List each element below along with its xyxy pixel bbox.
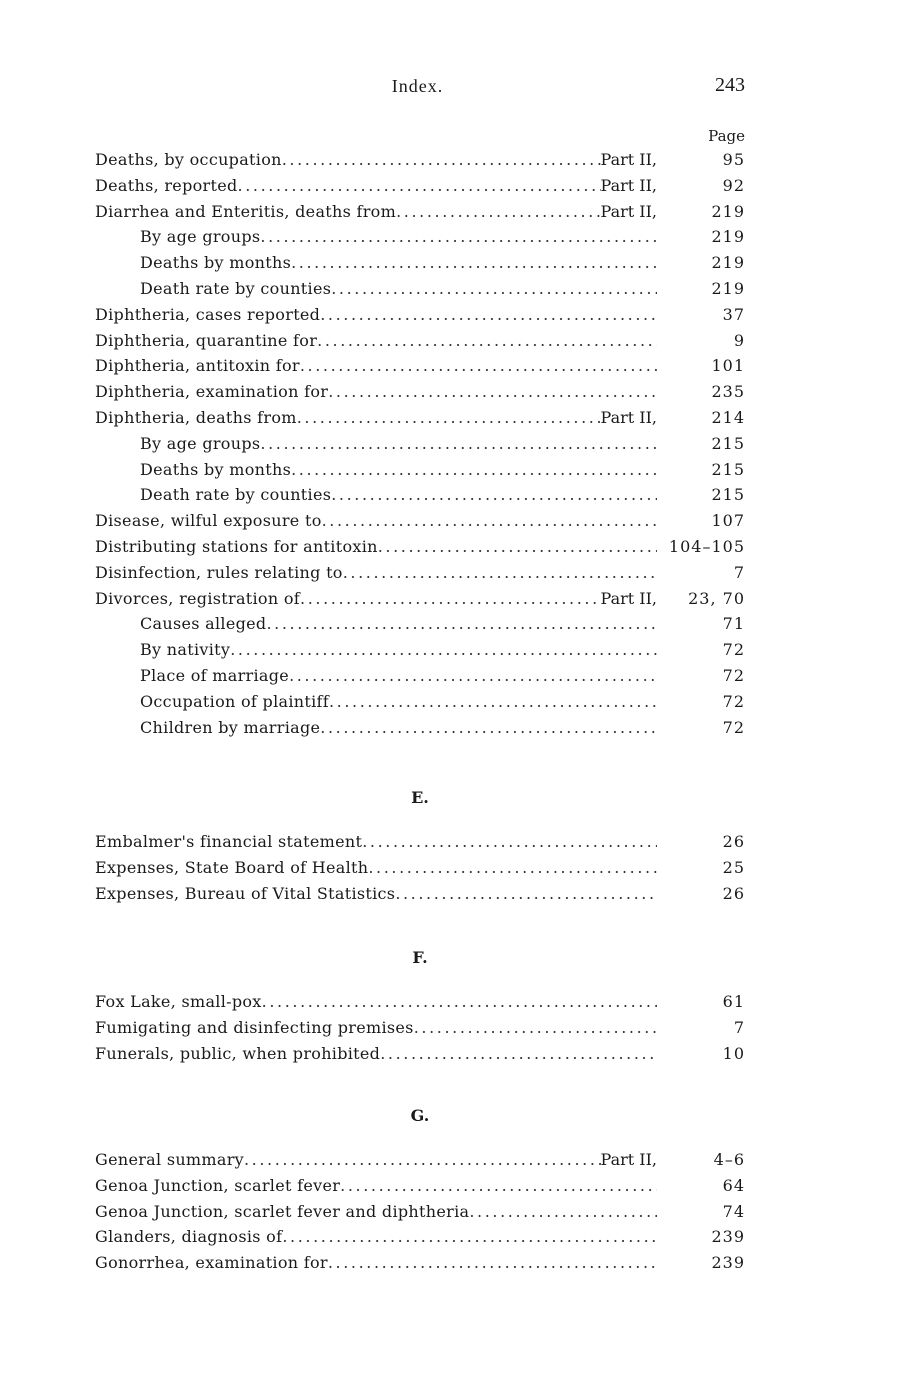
dot-leader: [262, 989, 657, 1015]
dot-leader: [320, 302, 657, 328]
entry-leader-line: [95, 328, 657, 354]
entry-page-number: 107: [711, 511, 745, 531]
index-entry: [0, 1173, 900, 1199]
entry-leader-line: [140, 663, 657, 689]
entry-leader-line: [140, 224, 657, 250]
index-entry: [0, 1224, 900, 1250]
index-entry-list: [0, 147, 900, 740]
entry-leader-line: [95, 353, 657, 379]
entry-leader-line: [95, 1041, 657, 1067]
entry-leader-line: [95, 302, 657, 328]
index-entry: [0, 147, 900, 173]
dot-leader: [300, 353, 657, 379]
entry-leader-line: [95, 829, 657, 855]
entry-page-number: 10: [722, 1043, 745, 1063]
entry-label: By nativity: [140, 640, 231, 660]
index-entry: [0, 405, 900, 431]
index-entry: [0, 829, 900, 855]
entry-label: Causes alleged: [140, 614, 267, 634]
entry-label: Divorces, registration of: [95, 588, 301, 608]
entry-page-number: 7: [733, 562, 745, 582]
entry-part-reference: Part II,: [600, 201, 657, 221]
entry-leader-line: [95, 989, 657, 1015]
dot-leader: [238, 173, 601, 199]
dot-leader: [291, 250, 657, 276]
entry-label: By age groups: [140, 433, 261, 453]
entry-page-number: 72: [722, 640, 745, 660]
index-entry: [0, 1147, 900, 1173]
entry-label: Embalmer's financial statement: [95, 832, 363, 851]
dot-leader: [331, 482, 657, 508]
index-entry: [0, 173, 900, 199]
section-letter: E.: [411, 788, 429, 807]
entry-leader-line: [95, 173, 657, 199]
entry-leader-line: [140, 276, 657, 302]
entry-label: General summary: [95, 1150, 244, 1169]
entry-leader-line: [95, 560, 657, 586]
entry-label: Place of marriage: [140, 665, 290, 685]
entry-page-number: 104–105: [668, 536, 745, 556]
dot-leader: [322, 508, 657, 534]
entry-page-number: 101: [711, 356, 745, 376]
index-subentry: [0, 482, 900, 508]
entry-label: Disinfection, rules relating to: [95, 562, 343, 582]
dot-leader: [300, 586, 601, 612]
index-entry: [0, 199, 900, 225]
dot-leader: [328, 379, 657, 405]
entry-page-number: 74: [722, 1201, 745, 1221]
entry-label: Fox Lake, small-pox: [95, 992, 262, 1011]
entry-leader-line: [140, 250, 657, 276]
entry-label: Diphtheria, deaths from: [95, 407, 297, 427]
entry-label: Disease, wilful exposure to: [95, 511, 322, 531]
entry-label: Occupation of plaintiff: [140, 691, 329, 711]
entry-leader-line: [95, 1224, 657, 1250]
entry-label: Deaths, reported: [95, 175, 238, 195]
index-entry: [0, 560, 900, 586]
entry-leader-line: [95, 199, 657, 225]
entry-part-reference: Part II,: [600, 175, 657, 195]
index-entry: [0, 379, 900, 405]
entry-label: Diarrhea and Enteritis, deaths from: [95, 201, 397, 221]
entry-leader-line: [95, 1015, 657, 1041]
entry-leader-line: [95, 379, 657, 405]
index-entry: [0, 353, 900, 379]
entry-page-number: 215: [711, 459, 745, 479]
entry-part-reference: Part II,: [600, 150, 657, 169]
index-entry: [0, 586, 900, 612]
index-entry: [0, 855, 900, 881]
entry-page-number: 219: [711, 201, 745, 221]
entry-label: Children by marriage: [140, 717, 321, 737]
dot-leader: [297, 405, 601, 431]
entry-leader-line: [140, 457, 657, 483]
dot-leader: [378, 534, 657, 560]
entry-leader-line: [95, 405, 657, 431]
entry-label: Distributing stations for antitoxin: [95, 536, 378, 556]
entry-page-number: 239: [711, 1227, 745, 1247]
entry-part-reference: Part II,: [600, 1150, 657, 1169]
entry-page-number: 64: [722, 1175, 745, 1195]
entry-label: Diphtheria, examination for: [95, 382, 329, 402]
index-subentry: [0, 431, 900, 457]
section-letter: G.: [410, 1106, 430, 1125]
index-subentry: [0, 637, 900, 663]
entry-leader-line: [95, 147, 657, 173]
index-subentry: [0, 715, 900, 741]
index-entry-list: [0, 829, 900, 906]
entry-page-number: 9: [733, 330, 745, 350]
entry-label: Deaths by months: [140, 253, 292, 273]
dot-leader: [362, 829, 657, 855]
dot-leader: [368, 855, 657, 881]
entry-page-number: 219: [711, 278, 745, 298]
entry-label: Deaths by months: [140, 459, 292, 479]
index-subentry: [0, 689, 900, 715]
entry-leader-line: [95, 1199, 657, 1225]
entry-leader-line: [140, 431, 657, 457]
page-column-label: Page: [708, 127, 745, 145]
index-entry: [0, 1015, 900, 1041]
index-entry-list: [0, 1147, 900, 1276]
index-subentry: [0, 663, 900, 689]
entry-page-number: 215: [711, 485, 745, 505]
entry-label: Glanders, diagnosis of: [95, 1227, 283, 1247]
entry-label: Genoa Junction, scarlet fever and diphtheria: [95, 1201, 470, 1221]
entry-page-number: 37: [722, 304, 745, 324]
entry-leader-line: [140, 689, 657, 715]
entry-page-number: 72: [722, 717, 745, 737]
entry-leader-line: [140, 715, 657, 741]
entry-part-reference: Part II,: [600, 588, 657, 608]
entry-page-number: 219: [711, 227, 745, 247]
entry-page-number: 7: [733, 1017, 745, 1037]
dot-leader: [469, 1199, 657, 1225]
entry-label: Gonorrhea, examination for: [95, 1253, 328, 1273]
entry-label: Expenses, Bureau of Vital Statistics: [95, 883, 396, 903]
dot-leader: [395, 881, 657, 907]
entry-part-reference: Part II,: [600, 407, 657, 427]
index-entry: [0, 881, 900, 907]
index-entry: [0, 1041, 900, 1067]
dot-leader: [289, 663, 657, 689]
dot-leader: [282, 1224, 657, 1250]
entry-leader-line: [95, 855, 657, 881]
entry-label: Funerals, public, when prohibited: [95, 1043, 381, 1063]
dot-leader: [244, 1147, 601, 1173]
entry-leader-line: [95, 1147, 657, 1173]
index-entry: [0, 534, 900, 560]
entry-label: Genoa Junction, scarlet fever: [95, 1175, 341, 1195]
entry-page-number: 235: [711, 382, 745, 402]
entry-page-number: 92: [722, 175, 745, 195]
index-subentry: [0, 611, 900, 637]
entry-page-number: 72: [722, 691, 745, 711]
dot-leader: [260, 431, 657, 457]
dot-leader: [230, 637, 657, 663]
entry-label: Death rate by counties: [140, 485, 332, 505]
index-entry: [0, 508, 900, 534]
entry-label: Expenses, State Board of Health: [95, 857, 369, 877]
entry-page-number: 72: [722, 665, 745, 685]
dot-leader: [266, 611, 657, 637]
dot-leader: [260, 224, 657, 250]
entry-label: Diphtheria, antitoxin for: [95, 356, 300, 376]
dot-leader: [396, 199, 600, 225]
dot-leader: [343, 560, 657, 586]
entry-leader-line: [95, 534, 657, 560]
index-entry: [0, 1199, 900, 1225]
entry-leader-line: [140, 611, 657, 637]
entry-page-number: 71: [722, 614, 745, 634]
entry-page-number: 26: [722, 883, 745, 903]
index-entry-list: [0, 989, 900, 1066]
entry-page-number: 219: [711, 253, 745, 273]
entry-label: Diphtheria, quarantine for: [95, 330, 318, 350]
dot-leader: [331, 276, 657, 302]
entry-page-number: 61: [722, 992, 745, 1011]
dot-leader: [414, 1015, 657, 1041]
section-letter: F.: [412, 948, 428, 967]
entry-leader-line: [95, 1173, 657, 1199]
dot-leader: [328, 1250, 657, 1276]
index-entry: [0, 328, 900, 354]
entry-page-number: 4–6: [713, 1150, 745, 1169]
index-subentry: [0, 250, 900, 276]
dot-leader: [317, 328, 657, 354]
entry-page-number: 95: [722, 150, 745, 169]
entry-page-number: 26: [722, 832, 745, 851]
index-subentry: [0, 224, 900, 250]
entry-label: Diphtheria, cases reported: [95, 304, 321, 324]
dot-leader: [291, 457, 657, 483]
entry-page-number: 214: [711, 407, 745, 427]
entry-page-number: 239: [711, 1253, 745, 1273]
index-entry: [0, 989, 900, 1015]
index-subentry: [0, 457, 900, 483]
entry-label: By age groups: [140, 227, 261, 247]
entry-leader-line: [140, 637, 657, 663]
entry-label: Death rate by counties: [140, 278, 332, 298]
dot-leader: [340, 1173, 657, 1199]
index-heading: Index.: [391, 76, 444, 96]
dot-leader: [380, 1041, 657, 1067]
dot-leader: [320, 715, 657, 741]
entry-leader-line: [95, 1250, 657, 1276]
entry-page-number: 215: [711, 433, 745, 453]
entry-leader-line: [140, 482, 657, 508]
index-entry: [0, 302, 900, 328]
entry-leader-line: [95, 586, 657, 612]
entry-label: Deaths, by occupation: [95, 150, 282, 169]
index-subentry: [0, 276, 900, 302]
entry-leader-line: [95, 508, 657, 534]
page-number: 243: [715, 74, 745, 96]
index-entry: [0, 1250, 900, 1276]
entry-page-number: 25: [722, 857, 745, 877]
dot-leader: [282, 147, 601, 173]
entry-page-number: 23, 70: [688, 588, 745, 608]
dot-leader: [329, 689, 657, 715]
entry-leader-line: [95, 881, 657, 907]
entry-label: Fumigating and disinfecting premises: [95, 1017, 414, 1037]
